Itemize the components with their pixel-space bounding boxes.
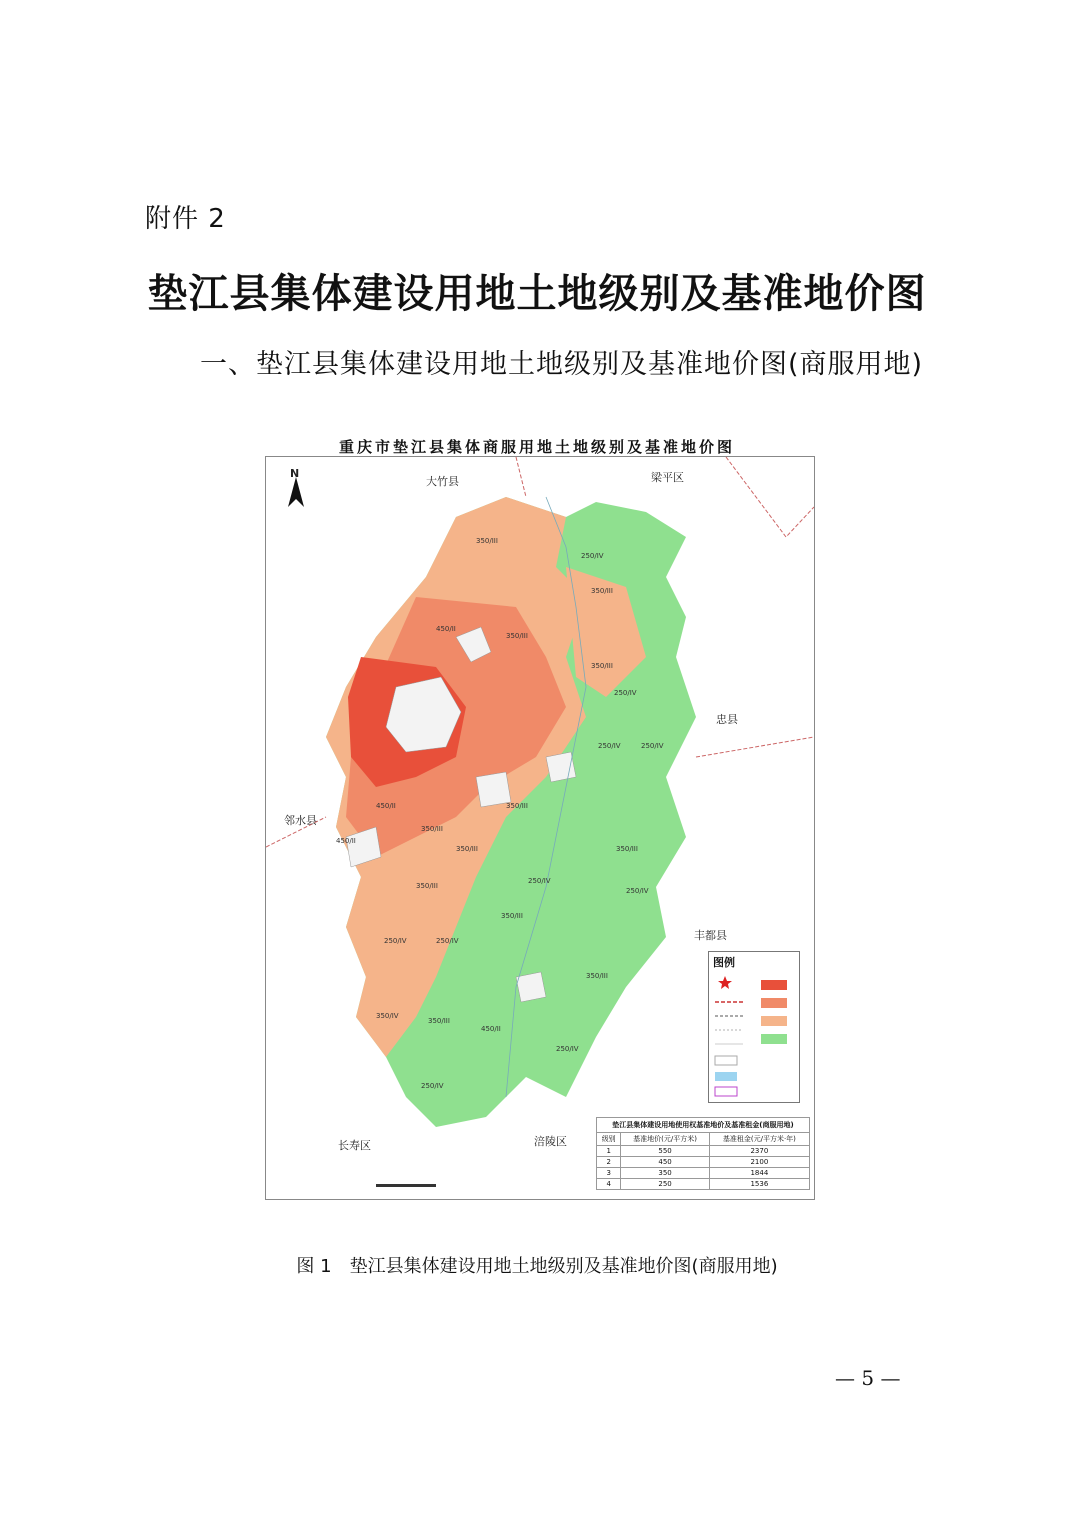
page-number: — 5 — [835,1366,901,1390]
neighbor-southwest: 长寿区 [338,1139,371,1152]
zone-label: 250/IV [641,742,664,750]
town-patch [516,972,546,1002]
table-header-cell: 基准租金(元/平方米·年) [709,1133,809,1146]
land-price-map [265,456,815,1200]
zone-label: 350/III [591,587,613,595]
table-cell: 2370 [709,1146,809,1157]
table-row [597,1168,810,1179]
legend-title: 图例 [713,956,735,969]
legend-swatch-level3 [761,1016,787,1026]
table-cell: 550 [621,1146,709,1157]
zone-label: 350/III [456,845,478,853]
zone-label: 250/IV [626,887,649,895]
table-cell: 3 [597,1168,621,1179]
price-table [596,1117,810,1190]
zone-label: 350/III [586,972,608,980]
table-cell: 1844 [709,1168,809,1179]
table-row [597,1179,810,1190]
zone-label: 450/II [336,837,356,845]
price-table-caption: 垫江县集体建设用地使用权基准地价及基准租金(商服用地) [596,1117,810,1132]
star-icon [718,976,732,989]
table-cell: 2 [597,1157,621,1168]
zone-label: 350/IV [376,1012,399,1020]
legend-swatch-level1 [761,980,787,990]
table-row [597,1146,810,1157]
zone-label: 350/III [506,632,528,640]
table-cell: 1 [597,1146,621,1157]
zone-label: 350/III [501,912,523,920]
table-cell: 350 [621,1168,709,1179]
zone-label: 250/IV [614,689,637,697]
north-label: N [290,467,300,480]
zone-label: 450/II [436,625,456,633]
zone-label: 250/IV [384,937,407,945]
legend-swatches [709,952,799,1102]
map-legend [708,951,800,1103]
zone-label: 350/III [416,882,438,890]
table-cell: 450 [621,1157,709,1168]
zone-label: 250/IV [556,1045,579,1053]
table-header-cell: 级别 [597,1133,621,1146]
neighbor-east: 忠县 [716,713,738,726]
zone-label: 450/II [481,1025,501,1033]
table-cell: 4 [597,1179,621,1190]
table-header-cell: 基准地价(元/平方米) [621,1133,709,1146]
zone-label: 250/IV [421,1082,444,1090]
legend-swatch-level4 [761,1034,787,1044]
zone-label: 250/IV [528,877,551,885]
table-cell: 1536 [709,1179,809,1190]
table-cell: 250 [621,1179,709,1190]
neighbor-north: 大竹县 [426,475,459,488]
zone-label: 350/III [616,845,638,853]
page-title: 垫江县集体建设用地土地级别及基准地价图 [147,270,927,317]
zone-label: 450/II [376,802,396,810]
neighbor-southeast: 丰都县 [694,929,727,942]
figure-caption: 图 1 垫江县集体建设用地土地级别及基准地价图(商服用地) [296,1256,778,1277]
section-subtitle: 一、垫江县集体建设用地土地级别及基准地价图(商服用地) [200,349,924,380]
zone-label: 350/III [421,825,443,833]
zone-label: 350/III [476,537,498,545]
town-patch [546,752,576,782]
table-cell: 2100 [709,1157,809,1168]
table-header-row [597,1133,810,1146]
zone-label: 350/III [428,1017,450,1025]
zone-label: 350/III [506,802,528,810]
zone-label: 250/IV [436,937,459,945]
neighbor-south: 涪陵区 [534,1135,567,1148]
legend-swatch-level2 [761,998,787,1008]
zone-label: 350/III [591,662,613,670]
neighbor-northeast: 梁平区 [651,471,684,484]
map-title: 重庆市垫江县集体商服用地土地级别及基准地价图 [338,438,735,456]
scale-bar [376,1184,436,1187]
attachment-label: 附件 2 [145,204,226,234]
zone-label: 250/IV [598,742,621,750]
zone-label: 250/IV [581,552,604,560]
table-row [597,1157,810,1168]
neighbor-west: 邻水县 [284,814,317,827]
